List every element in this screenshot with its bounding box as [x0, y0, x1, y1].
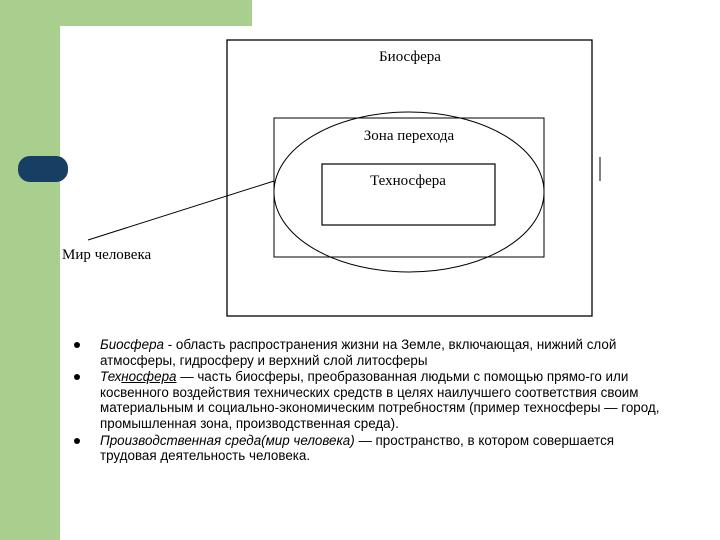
bullet-icon — [74, 342, 80, 348]
definition-item — [74, 337, 664, 368]
definition-item — [74, 433, 664, 464]
definition-term — [100, 369, 177, 384]
bullet-icon — [74, 438, 80, 444]
technosphere-label: Техносфера — [370, 173, 446, 189]
transition-zone-label: Зона перехода — [363, 128, 455, 144]
definition-term: Биосфера — [100, 337, 164, 352]
definition-text: - область распространения жизни на Земле, включающая, нижний слой атмосферы, гидросферу и верхний слой литосферы — [100, 337, 617, 368]
definition-term-start: Тех — [100, 369, 122, 385]
human-world-label: Мир человека — [62, 247, 152, 263]
definition-term: Производственная среда(мир человека) — [100, 432, 355, 448]
definitions-list — [74, 337, 664, 465]
biosphere-label: Биосфера — [379, 49, 441, 65]
pointer-line — [88, 181, 274, 240]
definition-text: — часть биосферы, преобразованная людьми с помощью прямо-го или косвенного воздействия технических средств в целях наилучшего соответствия своим материальным и социально-экономическим потребностям (пример техносферы — город, промышленная зона, производственная среда). — [100, 369, 660, 431]
definition-text: — пространство, в котором совершается трудовая деятельность человека. — [100, 432, 615, 464]
definition-term-underlined: носфера — [121, 369, 177, 385]
bullet-icon — [74, 374, 80, 380]
definition-item — [74, 369, 664, 431]
